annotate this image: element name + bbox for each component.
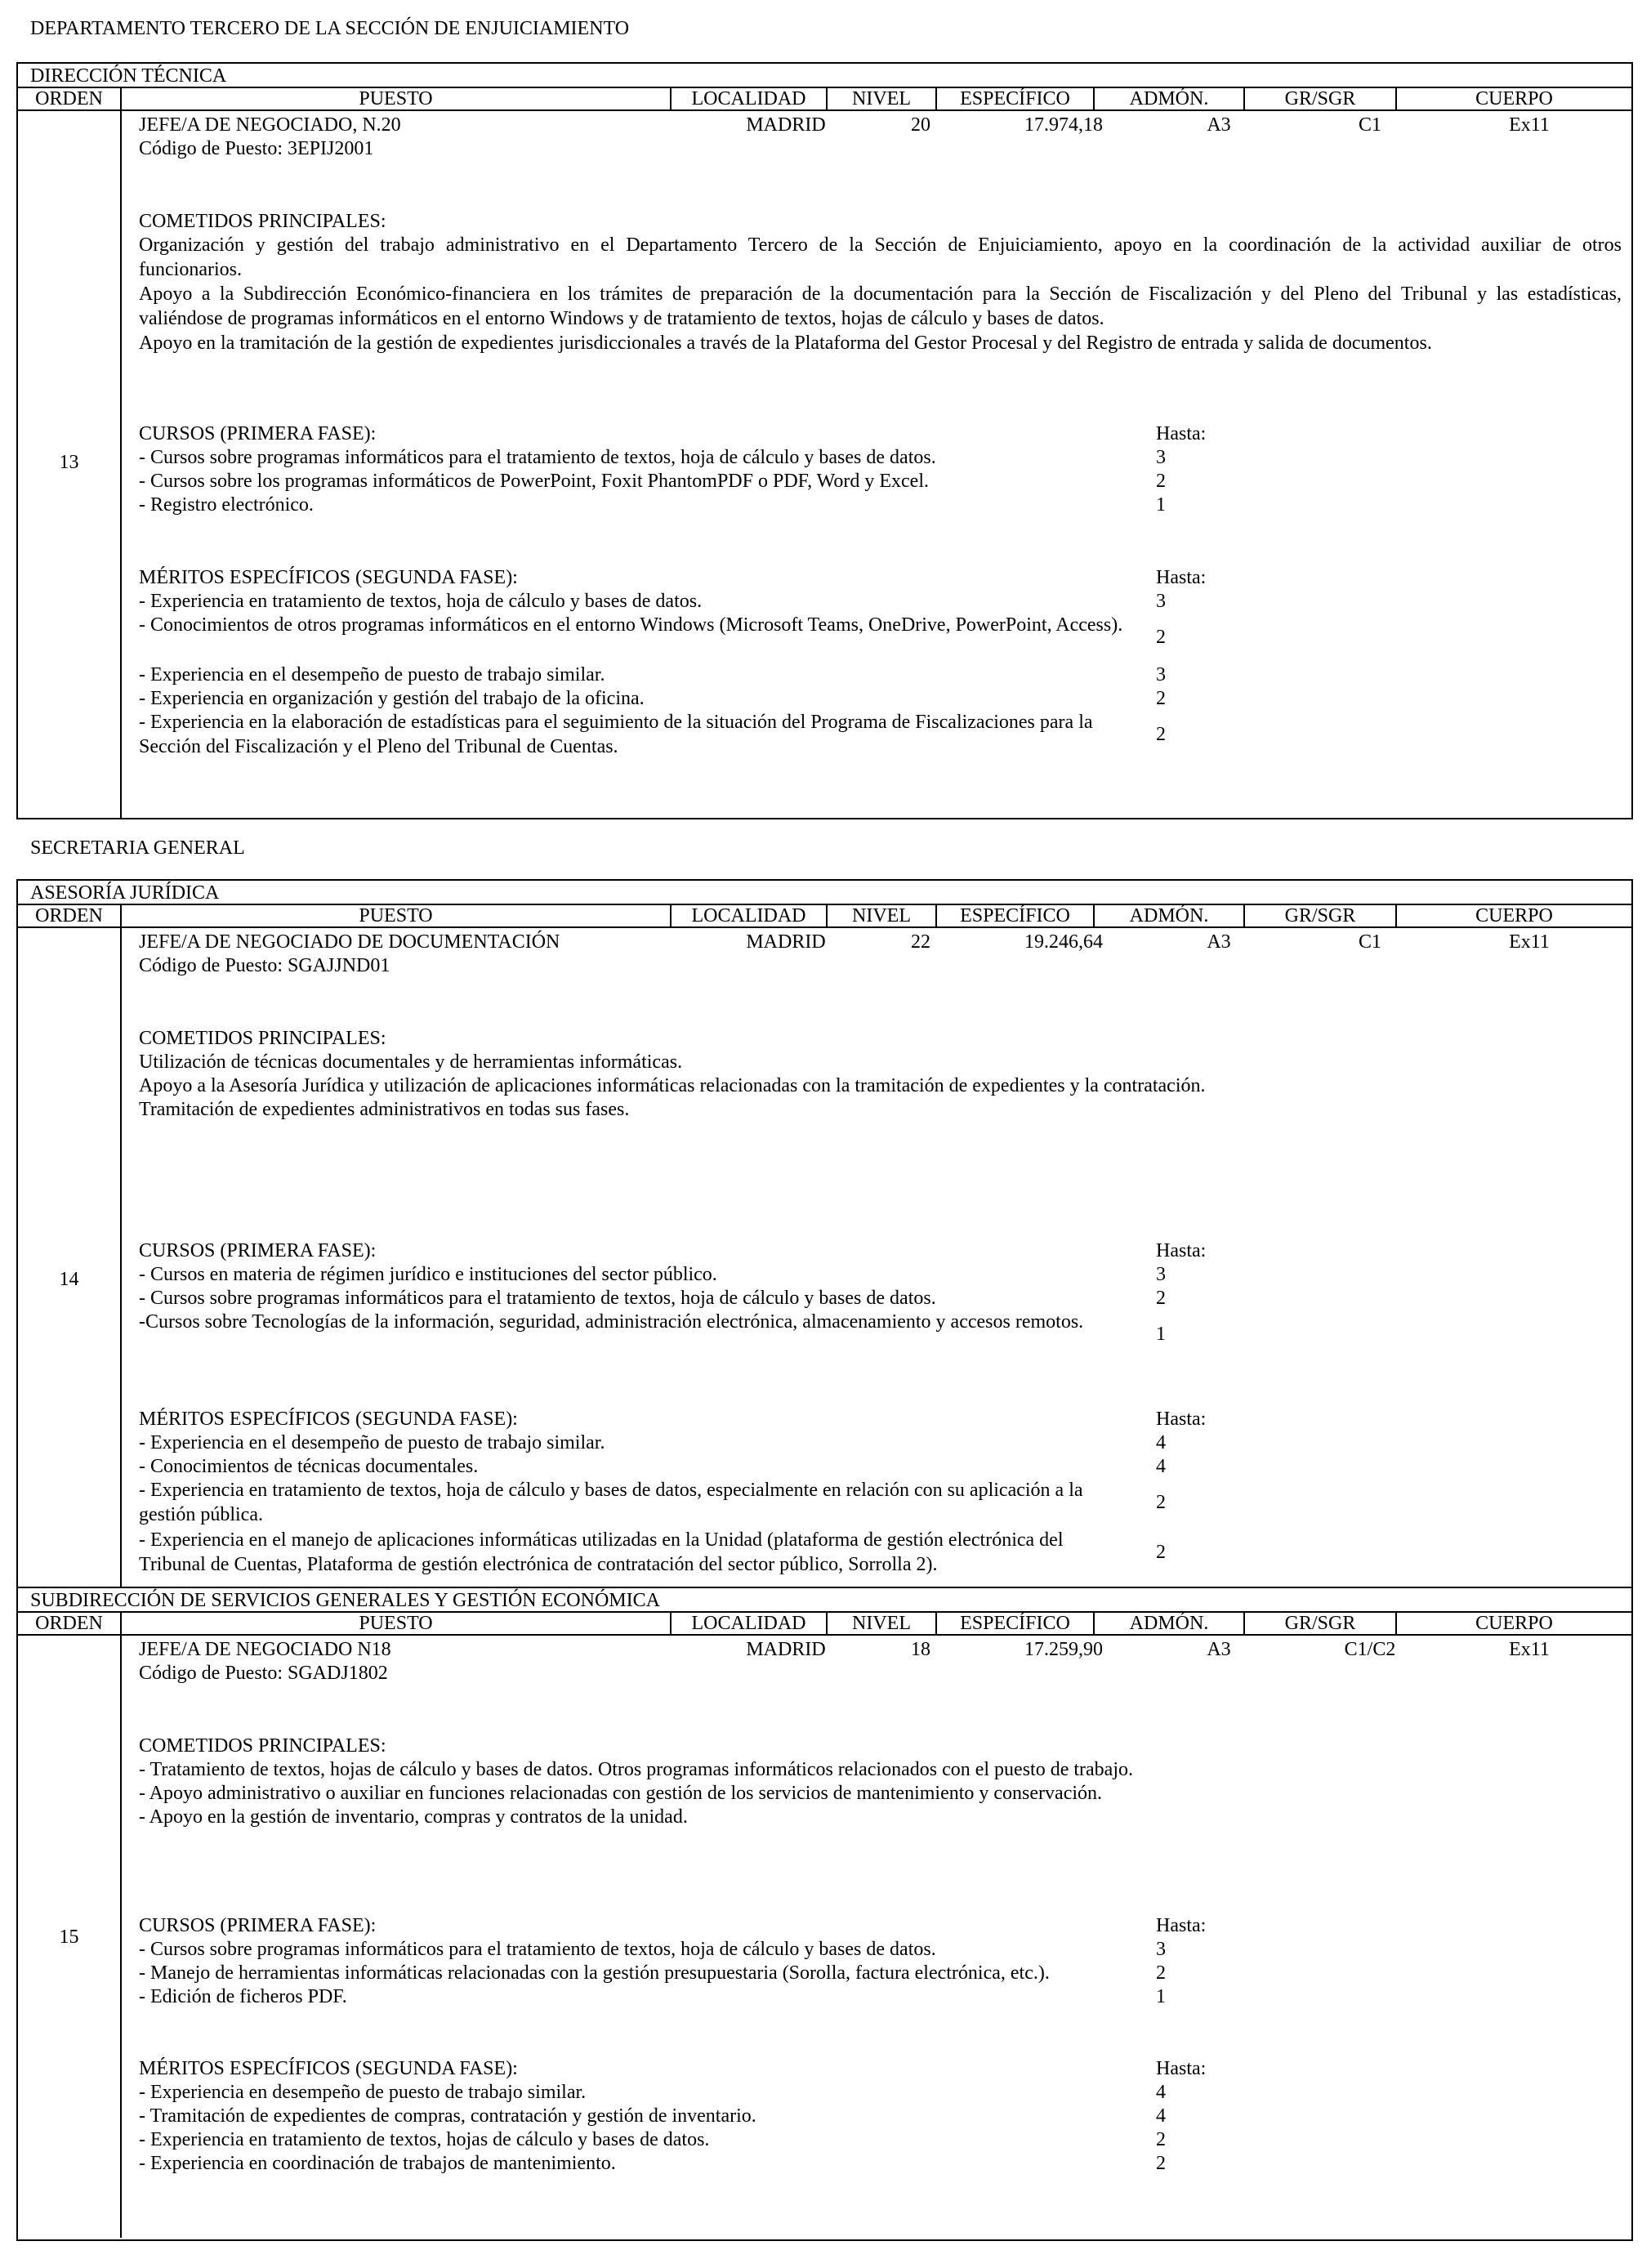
merito-item: - Experiencia en coordinación de trabajos de mantenimiento. — [139, 2153, 616, 2174]
header-localidad: LOCALIDAD — [672, 88, 828, 109]
cursos-hasta-label: Hasta: — [1156, 423, 1207, 444]
cursos-hasta-label: Hasta: — [1156, 1240, 1207, 1261]
header-cuerpo: CUERPO — [1475, 905, 1553, 926]
merito-points: 2 — [1156, 724, 1166, 745]
meritos-hasta-label: Hasta: — [1156, 1409, 1207, 1430]
cursos-heading: CURSOS (PRIMERA FASE): — [139, 1240, 377, 1261]
curso-points: 2 — [1156, 1288, 1166, 1309]
header-orden: ORDEN — [18, 905, 122, 926]
cometidos-line: valiéndose de programas informáticos en el entorno Windows y de tratamiento de textos, hojas de cálculo y bases de datos. — [139, 308, 1104, 329]
orden-cell — [18, 928, 122, 1587]
nivel-value: 20 — [911, 114, 930, 136]
meritos-heading: MÉRITOS ESPECÍFICOS (SEGUNDA FASE): — [139, 1409, 518, 1430]
header-cuerpo: CUERPO — [1475, 88, 1553, 109]
header-admon: ADMÓN. — [1095, 88, 1245, 109]
merito-item: - Conocimientos de otros programas informáticos en el entorno Windows (Microsoft Teams, OneDrive, PowerPoint, Access). — [139, 614, 1123, 636]
position-block — [16, 879, 1633, 2241]
gr-sgr-value: C1/C2 — [1344, 1639, 1396, 1660]
merito-points: 2 — [1156, 2129, 1166, 2150]
header-admon: ADMÓN. — [1095, 905, 1245, 926]
header-cuerpo: CUERPO — [1475, 1613, 1553, 1634]
meritos-heading: MÉRITOS ESPECÍFICOS (SEGUNDA FASE): — [139, 2058, 518, 2079]
cuerpo-value: Ex11 — [1509, 931, 1550, 953]
localidad-value: MADRID — [746, 1639, 826, 1660]
nivel-value: 22 — [911, 931, 930, 953]
merito-points: 2 — [1156, 688, 1166, 709]
puesto-title: JEFE/A DE NEGOCIADO N18 — [139, 1639, 391, 1660]
header-localidad: LOCALIDAD — [672, 1613, 828, 1634]
position-body — [18, 1636, 1631, 2238]
header-puesto: PUESTO — [122, 905, 672, 926]
cometidos-heading: COMETIDOS PRINCIPALES: — [139, 1028, 386, 1049]
position-body — [18, 111, 1631, 818]
localidad-value: MADRID — [746, 114, 826, 136]
position-body — [18, 928, 1631, 1588]
cuerpo-value: Ex11 — [1509, 1639, 1550, 1660]
admon-value: A3 — [1207, 114, 1231, 136]
curso-points: 1 — [1156, 1324, 1166, 1345]
puesto-code: Código de Puesto: 3EPIJ2001 — [139, 138, 374, 159]
merito-points: 4 — [1156, 2105, 1166, 2127]
nivel-value: 18 — [911, 1639, 930, 1660]
merito-points: 4 — [1156, 1432, 1166, 1453]
merito-item: - Experiencia en el manejo de aplicaciones informáticas utilizadas en la Unidad (plataforma de gestión electrónica del Tribunal de Cuentas, Plataforma de gestión electrónica de contratación del sector público, Sorrolla 2). — [139, 1529, 1064, 1575]
merito-points: 2 — [1156, 627, 1166, 648]
merito-item: - Conocimientos de técnicas documentales. — [139, 1456, 479, 1477]
header-especifico: ESPECÍFICO — [937, 88, 1095, 109]
merito-points: 4 — [1156, 1456, 1166, 1477]
especifico-value: 17.974,18 — [1024, 114, 1103, 136]
unit-title: SUBDIRECCIÓN DE SERVICIOS GENERALES Y GESTIÓN ECONÓMICA — [18, 1588, 1631, 1613]
header-localidad: LOCALIDAD — [672, 905, 828, 926]
puesto-code: Código de Puesto: SGAJJND01 — [139, 955, 390, 976]
header-nivel: NIVEL — [828, 1613, 937, 1634]
header-puesto: PUESTO — [122, 88, 672, 109]
curso-item: - Cursos sobre los programas informáticos de PowerPoint, Foxit PhantomPDF o PDF, Word y Excel. — [139, 471, 929, 492]
orden-number: 15 — [59, 1926, 79, 1948]
merito-points: 3 — [1156, 664, 1166, 685]
merito-item: - Experiencia en la elaboración de estadísticas para el seguimiento de la situación del Programa de Fiscalizaciones para la Sección del Fiscalización y el Pleno del Tribunal de Cuentas. — [139, 712, 1093, 757]
cometidos-line: - Apoyo administrativo o auxiliar en funciones relacionadas con gestión de los servicios de mantenimiento y conservación. — [139, 1783, 1103, 1804]
curso-points: 3 — [1156, 1939, 1166, 1960]
department-heading: SECRETARIA GENERAL — [30, 837, 245, 859]
curso-item: -Cursos sobre Tecnologías de la información, seguridad, administración electrónica, almacenamiento y accesos remotos. — [139, 1311, 1084, 1333]
merito-points: 2 — [1156, 1492, 1166, 1513]
cometidos-line: - Apoyo en la gestión de inventario, compras y contratos de la unidad. — [139, 1806, 688, 1828]
merito-item: - Experiencia en tratamiento de textos, hoja de cálculo y bases de datos, especialmente en relación con su aplicación a la gestión pública. — [139, 1480, 1083, 1525]
curso-points: 3 — [1156, 1264, 1166, 1285]
cometidos-line: Organización y gestión del trabajo administrativo en el Departamento Tercero de la Sección de Enjuiciamiento, apoyo en la coordinación de la actividad auxiliar de otros — [139, 234, 1622, 256]
cursos-heading: CURSOS (PRIMERA FASE): — [139, 1915, 377, 1936]
table-header-row — [18, 905, 1631, 928]
table-header-row — [18, 1613, 1631, 1636]
cometidos-line: funcionarios. — [139, 259, 242, 280]
merito-points: 2 — [1156, 1542, 1166, 1563]
cometidos-line: Tramitación de expedientes administrativos en todas sus fases. — [139, 1099, 630, 1120]
curso-points: 2 — [1156, 471, 1166, 492]
curso-item: - Manejo de herramientas informáticas relacionadas con la gestión presupuestaria (Sorolla, factura electrónica, etc.). — [139, 1962, 1050, 1984]
header-gr-sgr: GR/SGR — [1245, 1613, 1397, 1634]
gr-sgr-value: C1 — [1358, 931, 1381, 953]
merito-item: - Experiencia en desempeño de puesto de trabajo similar. — [139, 2082, 587, 2103]
curso-points: 3 — [1156, 447, 1166, 468]
admon-value: A3 — [1207, 931, 1231, 953]
curso-item: - Registro electrónico. — [139, 494, 314, 516]
header-gr-sgr: GR/SGR — [1245, 905, 1397, 926]
especifico-value: 17.259,90 — [1024, 1639, 1103, 1660]
header-especifico: ESPECÍFICO — [937, 905, 1095, 926]
department-heading: DEPARTAMENTO TERCERO DE LA SECCIÓN DE ENJUICIAMIENTO — [30, 18, 630, 39]
header-gr-sgr: GR/SGR — [1245, 88, 1397, 109]
cursos-hasta-label: Hasta: — [1156, 1915, 1207, 1936]
curso-points: 2 — [1156, 1962, 1166, 1984]
orden-number: 14 — [59, 1269, 79, 1290]
puesto-title: JEFE/A DE NEGOCIADO, N.20 — [139, 114, 401, 136]
merito-points: 2 — [1156, 2153, 1166, 2174]
merito-item: - Experiencia en el desempeño de puesto de trabajo similar. — [139, 664, 605, 685]
header-nivel: NIVEL — [828, 905, 937, 926]
header-orden: ORDEN — [18, 88, 122, 109]
cometidos-line: - Tratamiento de textos, hojas de cálculo y bases de datos. Otros programas informáticos relacionados con el puesto de trabajo. — [139, 1759, 1134, 1780]
header-admon: ADMÓN. — [1095, 1613, 1245, 1634]
cometidos-line: Apoyo a la Subdirección Económico-financiera en los trámites de preparación de la documentación para la Sección de Fiscalización y del Pleno del Tribunal y las estadísticas, — [139, 284, 1622, 305]
cometidos-line: Apoyo a la Asesoría Jurídica y utilización de aplicaciones informáticas relacionadas con la tramitación de expedientes y la contratación. — [139, 1075, 1206, 1096]
position-block — [16, 62, 1633, 819]
header-especifico: ESPECÍFICO — [937, 1613, 1095, 1634]
merito-item: - Experiencia en tratamiento de textos, hoja de cálculo y bases de datos. — [139, 591, 703, 612]
orden-cell — [18, 111, 122, 818]
merito-item: - Tramitación de expedientes de compras, contratación y gestión de inventario. — [139, 2105, 756, 2127]
admon-value: A3 — [1207, 1639, 1231, 1660]
merito-item: - Experiencia en tratamiento de textos, hojas de cálculo y bases de datos. — [139, 2129, 710, 2150]
cometidos-heading: COMETIDOS PRINCIPALES: — [139, 211, 386, 232]
meritos-heading: MÉRITOS ESPECÍFICOS (SEGUNDA FASE): — [139, 567, 518, 588]
puesto-code: Código de Puesto: SGADJ1802 — [139, 1663, 388, 1684]
orden-number: 13 — [59, 452, 79, 473]
gr-sgr-value: C1 — [1358, 114, 1381, 136]
merito-item: - Experiencia en el desempeño de puesto de trabajo similar. — [139, 1432, 605, 1453]
meritos-hasta-label: Hasta: — [1156, 2058, 1207, 2079]
merito-points: 3 — [1156, 591, 1166, 612]
merito-item: - Experiencia en organización y gestión del trabajo de la oficina. — [139, 688, 645, 709]
header-puesto: PUESTO — [122, 1613, 672, 1634]
cometidos-line: Apoyo en la tramitación de la gestión de expedientes jurisdiccionales a través de la Plataforma del Gestor Procesal y del Registro de entrada y salida de documentos. — [139, 333, 1432, 354]
localidad-value: MADRID — [746, 931, 826, 953]
header-orden: ORDEN — [18, 1613, 122, 1634]
curso-item: - Cursos sobre programas informáticos para el tratamiento de textos, hoja de cálculo y bases de datos. — [139, 1288, 936, 1309]
curso-points: 1 — [1156, 494, 1166, 516]
curso-item: - Cursos sobre programas informáticos para el tratamiento de textos, hoja de cálculo y bases de datos. — [139, 1939, 936, 1960]
table-header-row — [18, 88, 1631, 111]
cometidos-line: Utilización de técnicas documentales y de herramientas informáticas. — [139, 1051, 683, 1073]
unit-title: ASESORÍA JURÍDICA — [18, 881, 1631, 905]
meritos-hasta-label: Hasta: — [1156, 567, 1207, 588]
cometidos-heading: COMETIDOS PRINCIPALES: — [139, 1735, 386, 1757]
curso-item: - Cursos en materia de régimen jurídico e instituciones del sector público. — [139, 1264, 717, 1285]
curso-item: - Edición de ficheros PDF. — [139, 1986, 347, 2007]
curso-points: 1 — [1156, 1986, 1166, 2007]
merito-points: 4 — [1156, 2082, 1166, 2103]
especifico-value: 19.246,64 — [1024, 931, 1103, 953]
puesto-title: JEFE/A DE NEGOCIADO DE DOCUMENTACIÓN — [139, 931, 560, 953]
curso-item: - Cursos sobre programas informáticos para el tratamiento de textos, hoja de cálculo y bases de datos. — [139, 447, 936, 468]
orden-cell — [18, 1636, 122, 2238]
cursos-heading: CURSOS (PRIMERA FASE): — [139, 423, 377, 444]
header-nivel: NIVEL — [828, 88, 937, 109]
cometidos-text — [139, 233, 1622, 355]
unit-title: DIRECCIÓN TÉCNICA — [18, 64, 1631, 88]
cuerpo-value: Ex11 — [1509, 114, 1550, 136]
